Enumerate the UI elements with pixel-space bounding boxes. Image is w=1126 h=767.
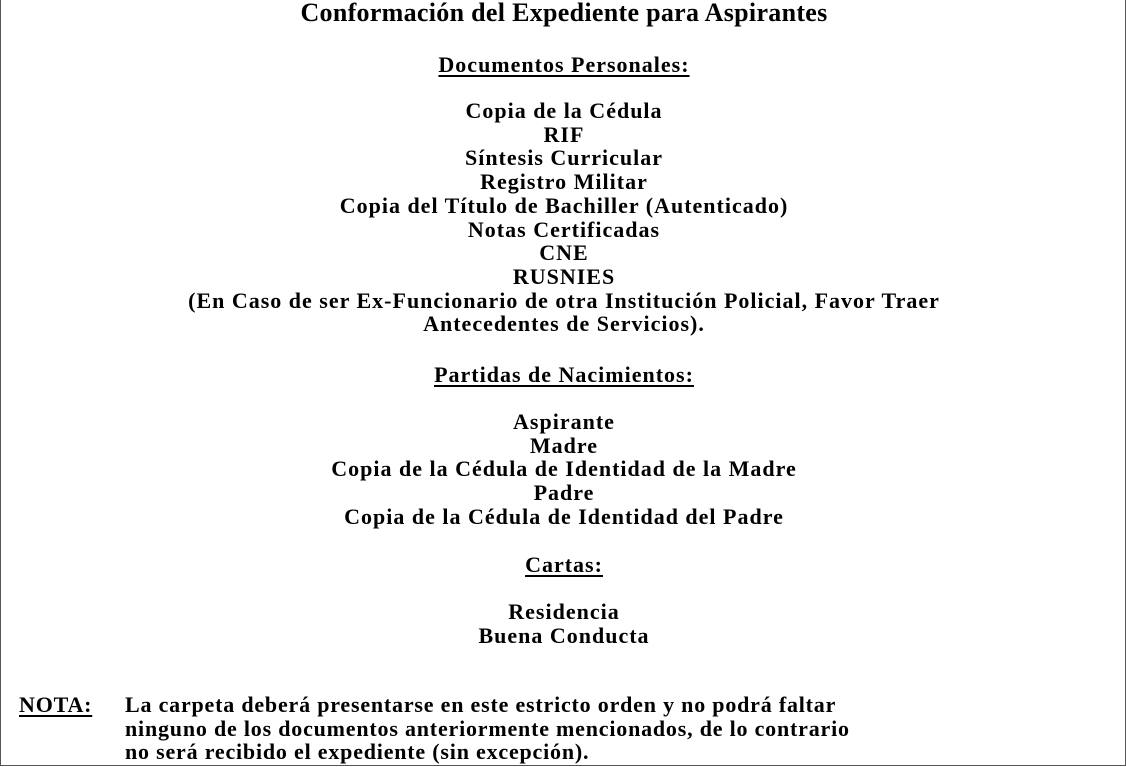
section-heading-partidas-label: Partidas de Nacimientos: xyxy=(434,362,694,387)
list-item: Copia de la Cédula de Identidad del Padre xyxy=(344,503,784,529)
note-line: La carpeta deberá presentarse en este estricto orden y no podrá faltar xyxy=(125,692,837,717)
list-item: Aspirante xyxy=(513,409,615,434)
list-item: Registro Militar xyxy=(480,169,648,195)
section-heading-cartas-label: Cartas: xyxy=(525,552,603,577)
list-cartas xyxy=(1,600,1126,647)
section-heading-personales xyxy=(1,52,1126,78)
section-heading-partidas xyxy=(1,362,1126,388)
list-item: Copia del Título de Bachiller (Autenticado) xyxy=(339,192,789,218)
list-item: Síntesis Curricular xyxy=(464,145,664,171)
section-heading-cartas xyxy=(1,552,1126,578)
list-item: CNE xyxy=(539,240,589,266)
note-label: NOTA: xyxy=(19,692,93,717)
list-item: Antecedentes de Servicios). xyxy=(423,311,705,337)
document-title: Conformación del Expediente para Aspirantes xyxy=(300,0,828,27)
list-item: RUSNIES xyxy=(512,263,616,289)
list-item: Padre xyxy=(533,480,595,506)
list-item: Notas Certificadas xyxy=(467,216,661,242)
note-line: no será recibido el expediente (sin excepción). xyxy=(125,739,590,764)
list-item: (En Caso de ser Ex-Funcionario de otra Institución Policial, Favor Traer xyxy=(188,287,940,313)
list-item: RIF xyxy=(543,121,585,147)
note-line: ninguno de los documentos anteriormente mencionados, de lo contrario xyxy=(125,715,850,741)
list-item: Residencia xyxy=(508,599,620,624)
section-heading-personales-label: Documentos Personales: xyxy=(438,52,690,77)
list-item: Copia de la Cédula xyxy=(465,98,663,123)
note-text xyxy=(125,693,1115,764)
list-item: Buena Conducta xyxy=(478,622,650,648)
list-partidas xyxy=(1,410,1126,529)
list-item: Copia de la Cédula de Identidad de la Madre xyxy=(331,456,797,482)
list-item: Madre xyxy=(529,432,599,458)
list-personales xyxy=(1,99,1126,336)
